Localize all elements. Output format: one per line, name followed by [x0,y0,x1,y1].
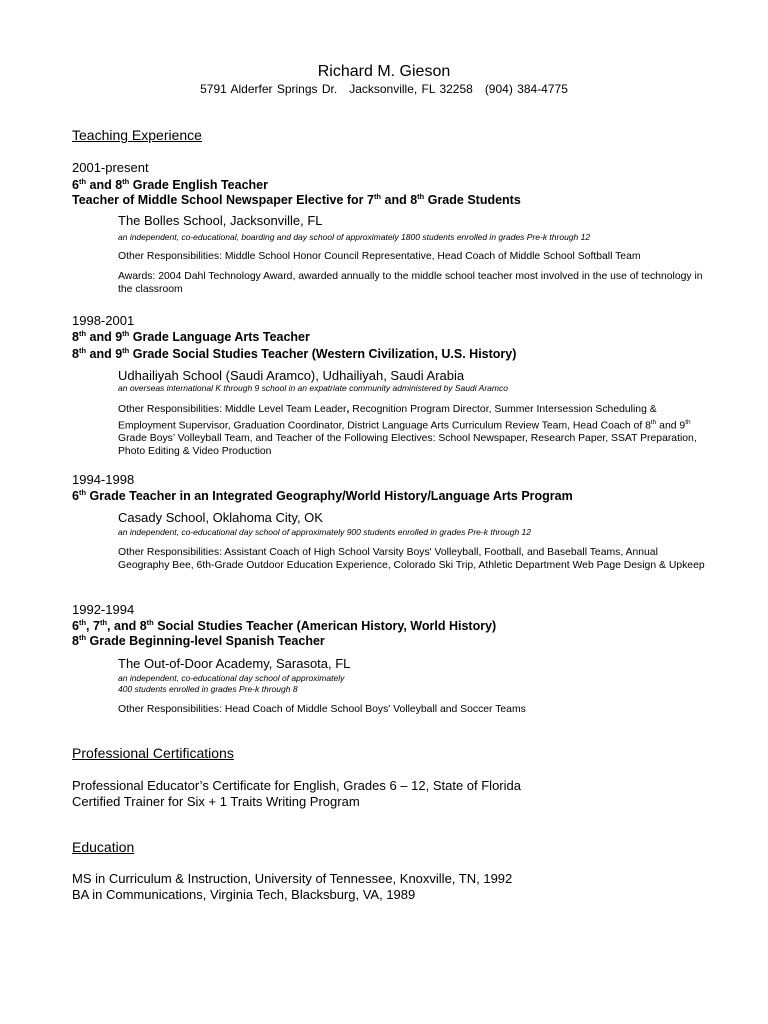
contact-phone: (904) 384-4775 [484,82,568,96]
job-period: 1998-2001 [72,313,135,328]
job-title: 8th Grade Beginning-level Spanish Teacher [72,633,325,649]
school-name: Udhailiyah School (Saudi Aramco), Udhailiyah, Saudi Arabia [118,368,465,383]
section-title-education: Education [72,839,135,855]
job-period: 1992-1994 [72,602,135,617]
job-title: Teacher of Middle School Newspaper Elective for 7th and 8th Grade Students [72,192,521,208]
job-period: 2001-present [72,160,149,175]
job-title: 8th and 9th Grade Language Arts Teacher [72,329,310,345]
school-description: an independent, co-educational, boarding and day school of approximately 1800 students enrolled in grades Pre-k through 12 [118,232,591,242]
school-name: The Out-of-Door Academy, Sarasota, FL [118,656,351,671]
education-item: BA in Communications, Virginia Tech, Blacksburg, VA, 1989 [72,887,416,902]
school-name: The Bolles School, Jacksonville, FL [118,213,323,228]
contact-address: 5791 Alderfer Springs Dr. [200,82,338,96]
certification-item: Certified Trainer for Six + 1 Traits Writing Program [72,794,360,809]
school-description: an overseas international K through 9 school in an expatriate community administered by Saudi Aramco [118,383,508,393]
section-title-certifications: Professional Certifications [72,745,234,761]
certification-item: Professional Educator’s Certificate for English, Grades 6 – 12, State of Florida [72,778,521,793]
school-description: an independent, co-educational day school of approximately [118,673,345,683]
contact-line [0,82,768,96]
responsibilities: Other Responsibilities: Assistant Coach of High School Varsity Boys' Volleyball, Football, and Baseball Teams, Annual Geography Bee, 6th-Grade Outdoor Education Experience, Colorado Ski Trip, Athletic Department Web Page Design & Upkeep [118,547,705,571]
job-title-text: Grade Beginning-level Spanish Teacher [89,634,325,649]
job-title: 6th, 7th, and 8th Social Studies Teacher (American History, World History) [72,618,497,634]
resume-name: Richard M. Gieson [317,63,451,80]
job-title: 8th and 9th Grade Social Studies Teacher (Western Civilization, U.S. History) [72,346,517,362]
job-title: 6th and 8th Grade English Teacher [72,177,268,193]
responsibilities: Other Responsibilities: Middle School Honor Council Representative, Head Coach of Middle School Softball Team [118,251,641,262]
job-period: 1994-1998 [72,472,135,487]
education-item: MS in Curriculum & Instruction, University of Tennessee, Knoxville, TN, 1992 [72,871,513,886]
school-description: 400 students enrolled in grades Pre-k through 8 [118,684,298,694]
job-title: 6th Grade Teacher in an Integrated Geography/World History/Language Arts Program [72,488,573,504]
awards: Awards: 2004 Dahl Technology Award, awarded annually to the middle school teacher most involved in the use of technology in the classroom [118,271,703,295]
contact-city: Jacksonville, FL 32258 [349,82,473,96]
responsibilities: Other Responsibilities: Head Coach of Middle School Boys' Volleyball and Soccer Teams [118,704,526,715]
school-name: Casady School, Oklahoma City, OK [118,510,323,525]
responsibilities: Other Responsibilities: Middle Level Team Leader, Recognition Program Director, Summer Intersession Scheduling & Employment Supervisor, Graduation Coordinator, District Language Arts Curriculum Review Team, Head Coach of 8th and 9th Grade Boys’ Volleyball Team, and Teacher of the Following Electives: School Newspaper, Research Paper, SSAT Preparation, Photo Editing & Video Production [118,404,697,458]
section-title-teaching: Teaching Experience [72,127,202,143]
job-title-text: Grade Teacher in an Integrated Geography/World History/Language Arts Program [89,489,573,504]
school-description: an independent, co-educational day school of approximately 900 students enrolled in grades Pre-k through 12 [118,527,531,537]
